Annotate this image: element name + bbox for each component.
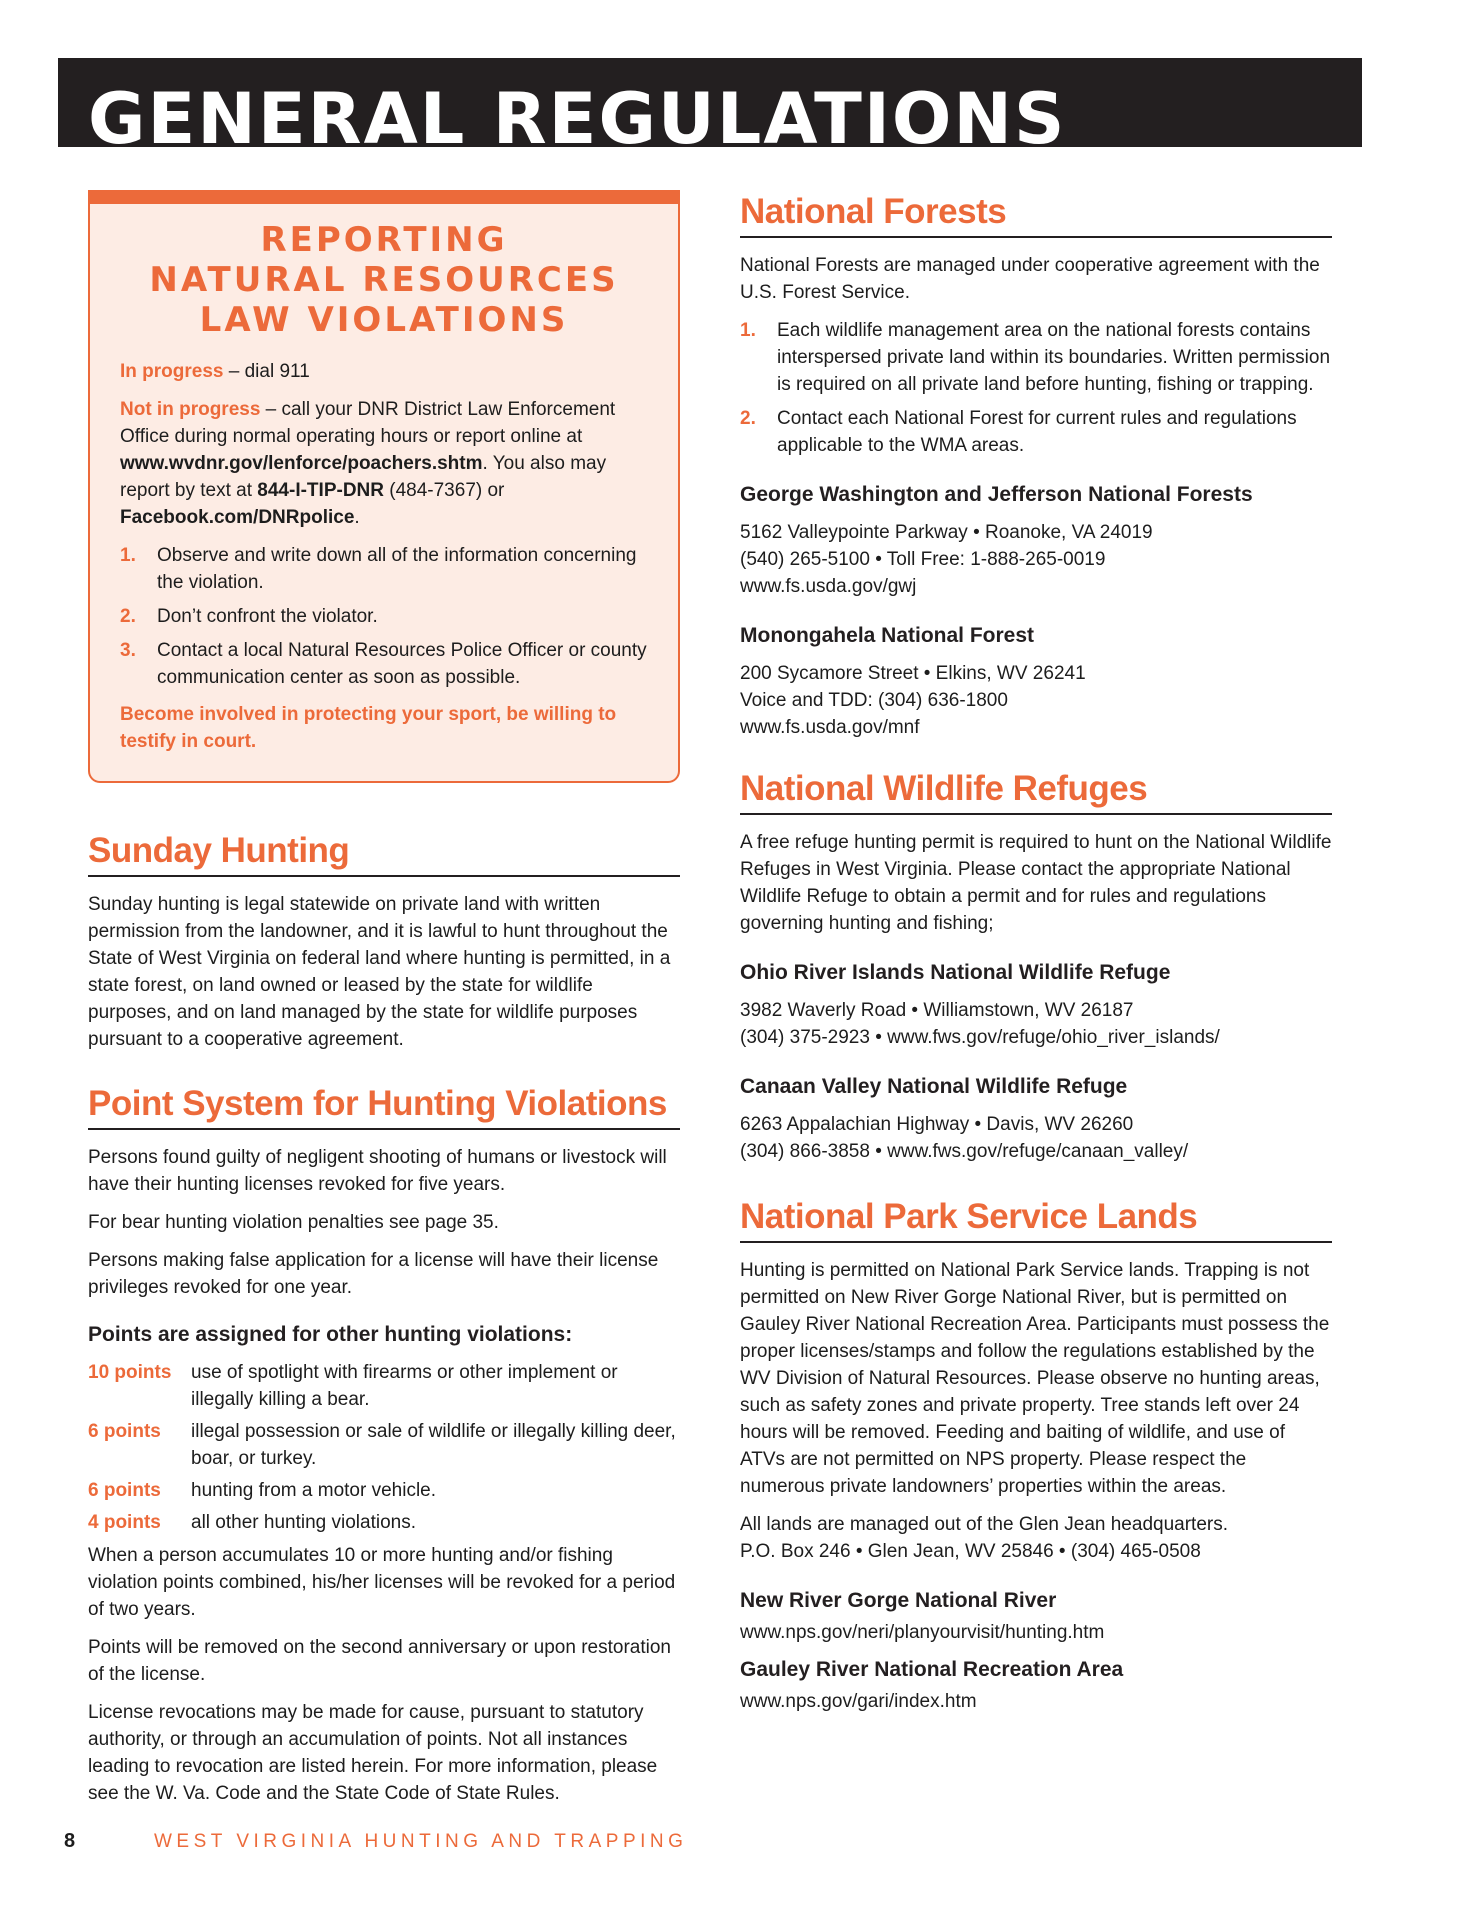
points-row (88, 1359, 680, 1413)
page-banner (58, 58, 1362, 147)
points-violation: illegal possession or sale of wildlife or illegally killing deer, boar, or turkey. (191, 1421, 676, 1469)
address-line: All lands are managed out of the Glen Jean headquarters. (740, 1514, 1228, 1535)
national-forests-list (740, 317, 1332, 459)
reporting-title-line: NATURAL RESOURCES (149, 260, 619, 300)
address-line: Voice and TDD: (304) 636-1800 (740, 690, 1008, 711)
page-number: 8 (64, 1830, 76, 1852)
points-violation: use of spotlight with firearms or other implement or illegally killing a bear. (191, 1362, 618, 1410)
reporting-title-line: LAW VIOLATIONS (199, 300, 569, 340)
canaan-refuge-address (740, 1111, 1332, 1165)
gauley-river-name: Gauley River National Recreation Area (740, 1658, 1124, 1681)
address-line: 200 Sycamore Street • Elkins, WV 26241 (740, 663, 1086, 684)
left-column (88, 190, 680, 1818)
list-number: 3. (120, 640, 136, 661)
list-text: Contact a local Natural Resources Police Officer or county communication center as soon as possible. (157, 640, 647, 688)
ohio-refuge-address (740, 997, 1332, 1051)
park-service-body: Hunting is permitted on National Park Service lands. Trapping is not permitted on New River Gorge National River, but is permitted on Gauley River National Recreation Area. Participants must possess the proper licenses/stamps and follow the regulations established by the WV Division of Natural Resources. Please observe no hunting areas, such as safety zones and private property. Tree stands left over 24 hours will be removed. Feeding and baiting of wildlife, and use of ATVs are not permitted on NPS property. Please respect the numerous private landowners’ properties within the areas. (740, 1260, 1330, 1497)
not-in-progress-text: . You also may report by text at (120, 453, 607, 501)
facebook-link[interactable]: Facebook.com/DNRpolice (120, 507, 355, 528)
ohio-refuge-name: Ohio River Islands National Wildlife Refuge (740, 961, 1171, 984)
gw-forest-address (740, 519, 1332, 600)
new-river-gorge-link[interactable]: www.nps.gov/neri/planyourvisit/hunting.htm (740, 1622, 1105, 1643)
points-value: 4 points (88, 1512, 161, 1533)
reporting-steps-list (120, 542, 648, 691)
not-in-progress-text: – call your DNR District Law Enforcement Office during normal operating hours or report online at (120, 399, 616, 447)
in-progress-text: – dial 911 (223, 361, 310, 382)
point-system-paragraph: Points will be removed on the second anniversary or upon restoration of the license. (88, 1637, 671, 1685)
sunday-hunting-heading: Sunday Hunting (88, 829, 680, 877)
not-in-progress-paragraph (120, 396, 648, 531)
tip-text-number: 844-I-TIP-DNR (257, 480, 384, 501)
not-in-progress-label: Not in progress (120, 399, 261, 420)
list-item (120, 637, 648, 691)
page-footer (64, 1830, 688, 1853)
in-progress-label: In progress (120, 361, 224, 382)
page-title: GENERAL REGULATIONS (88, 78, 1067, 147)
list-number: 2. (120, 606, 136, 627)
list-item (740, 317, 1332, 398)
point-system-paragraph: License revocations may be made for cause, pursuant to statutory authority, or through an accumulation of points. Not all instances leading to revocation are listed herein. For more information, please see the W. Va. Code and the State Code of State Rules. (88, 1702, 658, 1804)
not-in-progress-text: (484-7367) or (383, 480, 505, 501)
list-text: Don’t confront the violator. (157, 606, 378, 627)
publication-title: WEST VIRGINIA HUNTING AND TRAPPING (154, 1831, 688, 1852)
point-system-paragraph: When a person accumulates 10 or more hunting and/or fishing violation points combined, his/her licenses will be revoked for a period of two years. (88, 1545, 676, 1620)
point-system-paragraph: Persons found guilty of negligent shooting of humans or livestock will have their hunting licenses revoked for five years. (88, 1147, 667, 1195)
address-line: (540) 265-5100 • Toll Free: 1-888-265-0019 (740, 549, 1106, 570)
points-violation: hunting from a motor vehicle. (191, 1480, 437, 1501)
monongahela-forest-name: Monongahela National Forest (740, 624, 1035, 647)
reporting-box-footer: Become involved in protecting your sport, be willing to testify in court. (120, 704, 617, 752)
address-line: (304) 866-3858 • www.fws.gov/refuge/canaan_valley/ (740, 1141, 1189, 1162)
gauley-river-link[interactable]: www.nps.gov/gari/index.htm (740, 1691, 977, 1712)
reporting-box-title (120, 220, 648, 340)
address-line: (304) 375-2923 • www.fws.gov/refuge/ohio_river_islands/ (740, 1027, 1220, 1048)
points-value: 6 points (88, 1421, 161, 1442)
address-line: 5162 Valleypointe Parkway • Roanoke, VA 24019 (740, 522, 1153, 543)
wildlife-refuges-heading: National Wildlife Refuges (740, 767, 1332, 815)
address-line: P.O. Box 246 • Glen Jean, WV 25846 • (304) 465-0508 (740, 1541, 1201, 1562)
in-progress-paragraph (120, 358, 648, 385)
poachers-report-link[interactable]: www.wvdnr.gov/lenforce/poachers.shtm (120, 453, 483, 474)
points-table (88, 1359, 680, 1536)
not-in-progress-text: . (354, 507, 360, 528)
list-number: 2. (740, 408, 756, 429)
address-line: 6263 Appalachian Highway • Davis, WV 26260 (740, 1114, 1134, 1135)
points-row (88, 1477, 680, 1504)
reporting-title-line: REPORTING (260, 220, 508, 260)
points-value: 10 points (88, 1362, 172, 1383)
park-service-hq (740, 1511, 1332, 1565)
address-line: 3982 Waverly Road • Williamstown, WV 26187 (740, 1000, 1134, 1021)
list-item (120, 542, 648, 596)
national-forests-heading: National Forests (740, 190, 1332, 238)
gw-forest-link[interactable]: www.fs.usda.gov/gwj (740, 576, 917, 597)
points-violation: all other hunting violations. (191, 1512, 416, 1533)
points-row (88, 1509, 680, 1536)
list-text: Contact each National Forest for current rules and regulations applicable to the WMA areas. (777, 408, 1297, 456)
monongahela-forest-address (740, 660, 1332, 741)
list-text: Observe and write down all of the information concerning the violation. (157, 545, 637, 593)
point-system-paragraph: Persons making false application for a license will have their license privileges revoked for one year. (88, 1250, 659, 1298)
gw-forest-name: George Washington and Jefferson National Forests (740, 483, 1253, 506)
list-number: 1. (740, 320, 756, 341)
list-item (120, 603, 648, 630)
wildlife-refuges-intro: A free refuge hunting permit is required to hunt on the National Wildlife Refuges in West Virginia. Please contact the appropriate National Wildlife Refuge to obtain a permit and for rules and regulations governing hunting and fishing; (740, 832, 1332, 934)
list-text: Each wildlife management area on the national forests contains interspersed private land within its boundaries. Written permission is required on all private land before hunting, fishing or trapping. (777, 320, 1331, 395)
list-number: 1. (120, 545, 136, 566)
national-forests-intro: National Forests are managed under cooperative agreement with the U.S. Forest Service. (740, 255, 1320, 303)
points-row (88, 1418, 680, 1472)
new-river-gorge-name: New River Gorge National River (740, 1589, 1057, 1612)
points-subheading: Points are assigned for other hunting violations: (88, 1323, 573, 1346)
sunday-hunting-body: Sunday hunting is legal statewide on private land with written permission from the landowner, and it is lawful to hunt throughout the State of West Virginia on federal land where hunting is permitted, in a state forest, on land owned or leased by the state for wildlife purposes, and on land managed by the state for wildlife purposes pursuant to a cooperative agreement. (88, 894, 671, 1050)
park-service-heading: National Park Service Lands (740, 1195, 1332, 1243)
canaan-refuge-name: Canaan Valley National Wildlife Refuge (740, 1075, 1128, 1098)
monongahela-forest-link[interactable]: www.fs.usda.gov/mnf (740, 717, 920, 738)
right-column (740, 190, 1332, 1715)
list-item (740, 405, 1332, 459)
points-value: 6 points (88, 1480, 161, 1501)
reporting-violations-box (88, 190, 680, 783)
point-system-paragraph: For bear hunting violation penalties see page 35. (88, 1212, 499, 1233)
point-system-heading: Point System for Hunting Violations (88, 1082, 680, 1130)
